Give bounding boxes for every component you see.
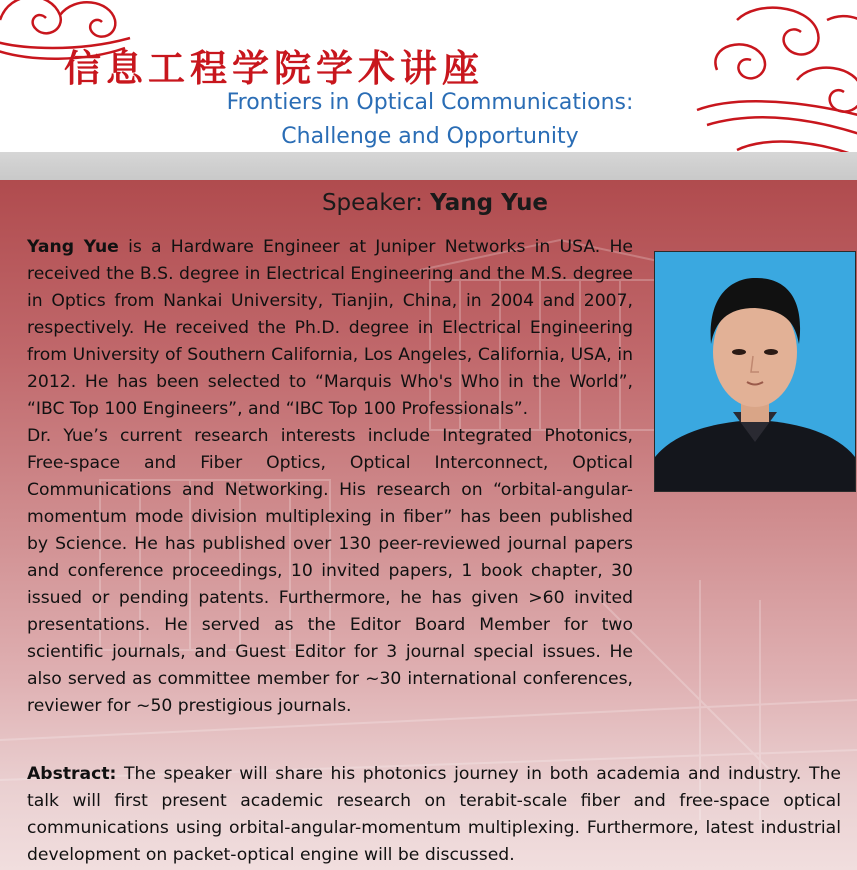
abstract-text: The speaker will share his photonics journey in both academia and industry. The talk will first present academic research on terabit-scale fiber and free-space optical communications using orbital-angular-momentum multiplexing. Furthermore, latest industrial development on packet-optical engine will be discussed. — [27, 764, 841, 865]
speaker-photo — [654, 251, 856, 492]
abstract — [27, 761, 841, 869]
bio-paragraph-1-text: is a Hardware Engineer at Juniper Networks in USA. He received the B.S. degree in Electrical Engineering and the M.S. degree in Optics from Nankai University, Tianjin, China, in 2004 and 2007, respectively. He received the Ph.D. degree in Electrical Engineering from University of Southern California, Los Angeles, California, USA, in 2012. He has been selected to “Marquis Who's Who in the World”, “IBC Top 100 Engineers”, and “IBC Top 100 Professionals”. — [27, 237, 633, 419]
bio-paragraph-1 — [27, 234, 633, 423]
talk-title — [200, 86, 660, 152]
gray-band — [0, 152, 857, 180]
speaker-line — [300, 190, 570, 216]
speaker-label: Speaker: — [321, 190, 423, 216]
cloud-ornament-right — [677, 0, 857, 152]
bio-name: Yang Yue — [27, 237, 119, 257]
chinese-title: 信息工程学院学术讲座 — [64, 46, 484, 90]
bio-paragraph-2: Dr. Yue’s current research interests include Integrated Photonics, Free-space and Fiber Optics, Optical Interconnect, Optical Communications and Networking. His research on “orbital-angular-momentum mode division multiplexing in fiber” has been published by Science. He has published over 130 peer-reviewed journal papers and conference proceedings, 10 invited papers, 1 book chapter, 30 issued or pending patents. Furthermore, he has given >60 invited presentations. He served as the Editor Board Member for two scientific journals, and Guest Editor for 3 journal special issues. He also served as committee member for ~30 international conferences, reviewer for ~50 prestigious journals. — [27, 426, 633, 716]
header — [0, 0, 857, 152]
talk-title-line1: Frontiers in Optical Communications: — [226, 90, 634, 115]
abstract-label: Abstract: — [27, 764, 117, 784]
portrait-illustration — [655, 252, 855, 491]
speaker-name: Yang Yue — [430, 190, 549, 216]
speaker-bio — [27, 234, 633, 720]
talk-title-line2: Challenge and Opportunity — [281, 124, 579, 149]
